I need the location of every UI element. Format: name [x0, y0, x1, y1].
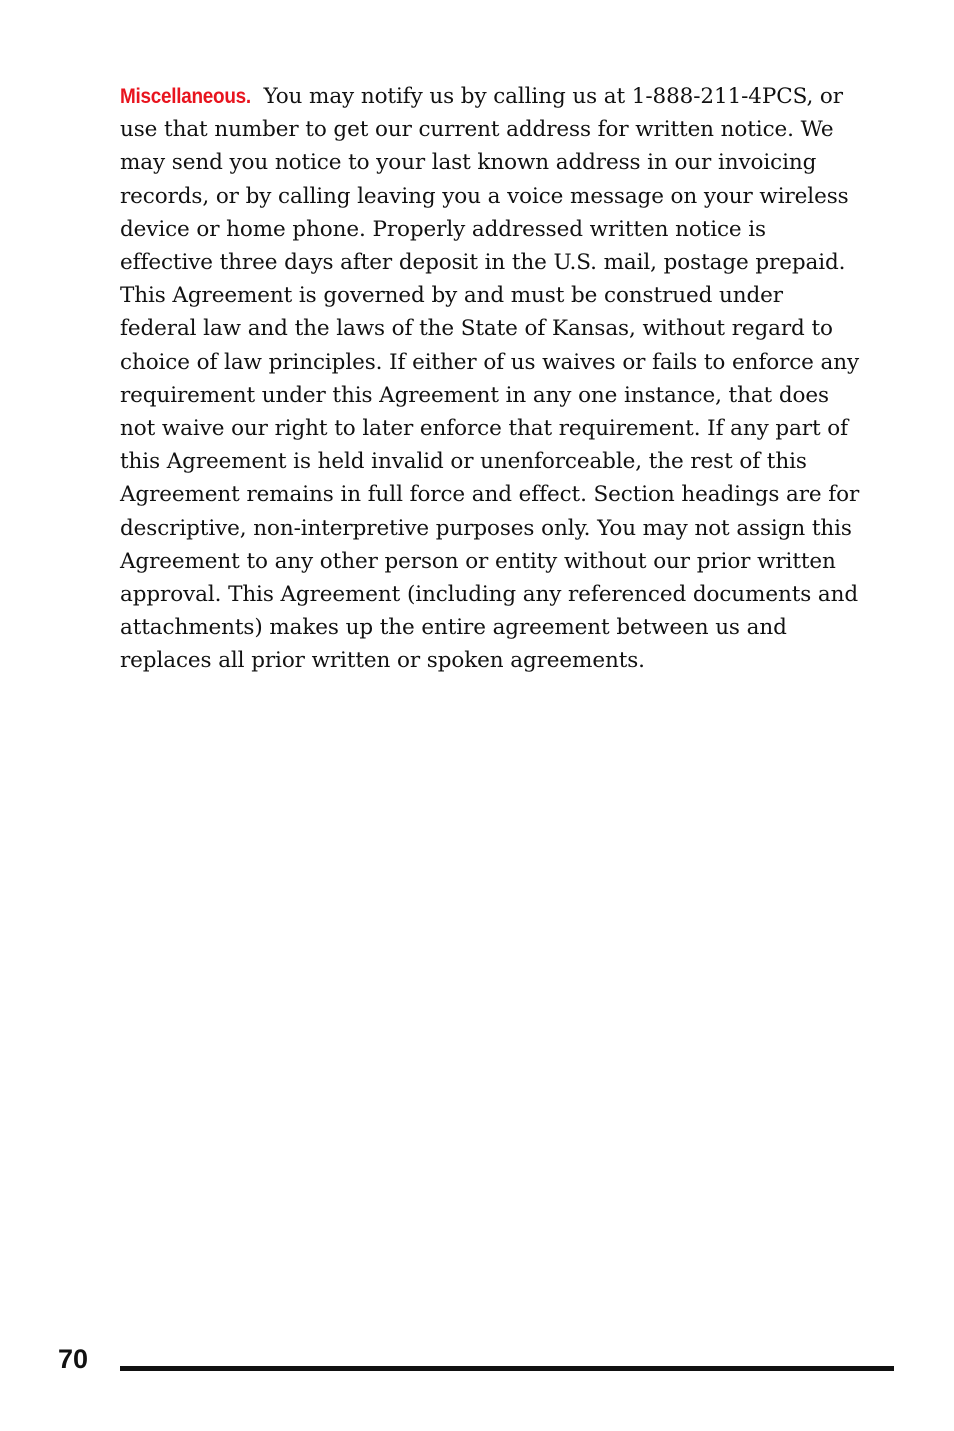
- miscellaneous-section: [120, 80, 865, 678]
- footer-rule: [120, 1366, 894, 1371]
- page-number: 70: [58, 1344, 89, 1374]
- section-paragraph: [120, 80, 865, 678]
- section-body: You may notify us by calling us at 1-888-211-4PCS, or use that number to get our current address for written notice. We may send you notice to your last known address in our invoicing records, or by calling leaving you a voice message on your wireless device or home phone. Properly addressed written notice is effective three days after deposit in the U.S. mail, postage prepaid. This Agreement is governed by and must be construed under federal law and the laws of the State of Kansas, without regard to choice of law principles. If either of us waives or fails to enforce any requirement under this Agreement in any one instance, that does not waive our right to later enforce that requirement. If any part of this Agreement is held invalid or unenforceable, the rest of this Agreement remains in full force and effect. Section headings are for descriptive, non-interpretive purposes only. You may not assign this Agreement to any other person or entity without our prior written approval. This Agreement (including any referenced documents and attachments) makes up the entire agreement between us and replaces all prior written or spoken agreements.: [120, 84, 860, 674]
- section-heading: Miscellaneous.: [120, 84, 251, 108]
- page-footer: [0, 1340, 954, 1390]
